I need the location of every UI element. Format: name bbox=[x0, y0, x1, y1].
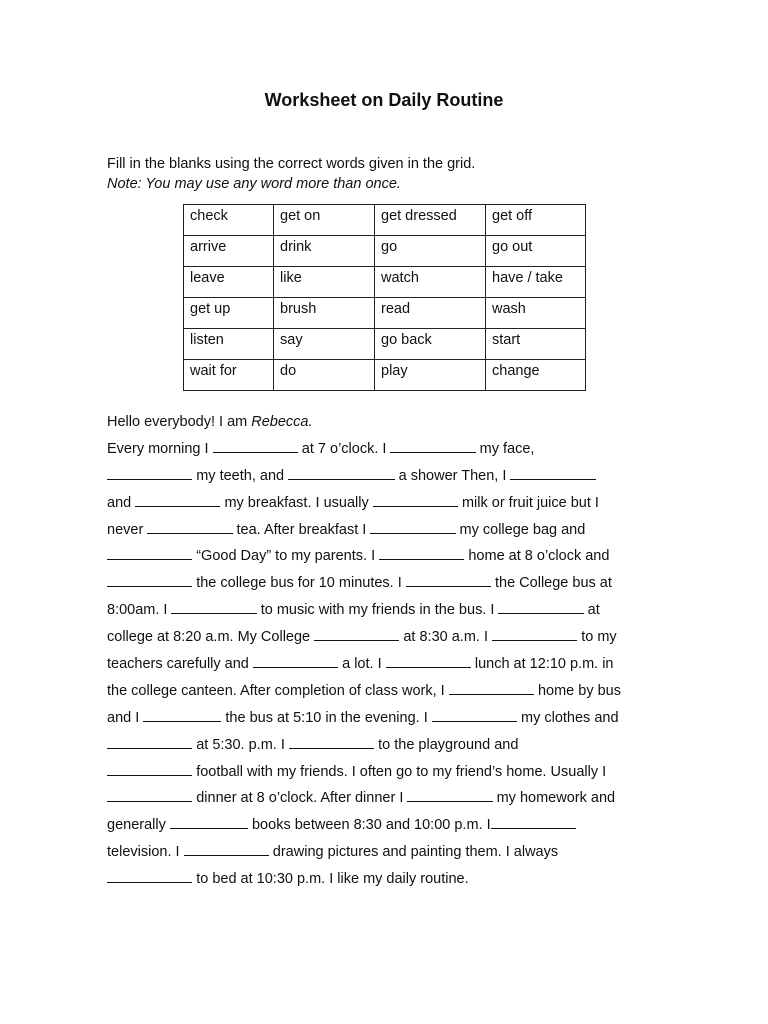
passage-text: dinner at 8 o’clock. After dinner I bbox=[192, 790, 408, 807]
grid-cell: get on bbox=[274, 205, 375, 236]
grid-cell: go back bbox=[375, 329, 486, 360]
passage-text: tea. After breakfast I bbox=[232, 521, 371, 538]
grid-row bbox=[184, 360, 586, 391]
answer-blank[interactable] bbox=[386, 653, 471, 668]
passage-text: home by bus bbox=[533, 682, 621, 699]
grid-cell: like bbox=[274, 267, 375, 298]
grid-row bbox=[184, 298, 586, 329]
passage-line bbox=[107, 705, 677, 732]
passage-text: my breakfast. I usually bbox=[220, 494, 373, 511]
grid-cell: get off bbox=[486, 205, 586, 236]
passage-text: to my bbox=[577, 629, 617, 646]
answer-blank[interactable] bbox=[107, 787, 192, 802]
answer-blank[interactable] bbox=[107, 572, 192, 587]
grid-cell: brush bbox=[274, 298, 375, 329]
grid-cell: play bbox=[375, 360, 486, 391]
speaker-name: Rebecca. bbox=[251, 414, 313, 430]
passage-line bbox=[107, 651, 677, 678]
grid-cell: wait for bbox=[184, 360, 274, 391]
passage-text: 8:00am. I bbox=[107, 602, 172, 619]
passage-text: milk or fruit juice but I bbox=[457, 494, 599, 511]
passage-text: home at 8 o’clock and bbox=[464, 548, 610, 565]
passage-text: never bbox=[107, 521, 148, 538]
passage-text: and I bbox=[107, 709, 144, 726]
grid-row bbox=[184, 205, 586, 236]
passage-text: drawing pictures and painting them. I always bbox=[268, 844, 559, 861]
answer-blank[interactable] bbox=[184, 841, 269, 856]
answer-blank[interactable] bbox=[107, 734, 192, 749]
answer-blank[interactable] bbox=[253, 653, 338, 668]
answer-blank[interactable] bbox=[135, 492, 220, 507]
passage-text: television. I bbox=[107, 844, 184, 861]
grid-cell: do bbox=[274, 360, 375, 391]
answer-blank[interactable] bbox=[147, 519, 232, 534]
grid-row bbox=[184, 267, 586, 298]
greeting-text: Hello everybody! I am bbox=[107, 414, 252, 430]
word-grid bbox=[183, 204, 586, 391]
answer-blank[interactable] bbox=[370, 519, 455, 534]
grid-cell: wash bbox=[486, 298, 586, 329]
passage-line bbox=[107, 759, 677, 786]
grid-cell: change bbox=[486, 360, 586, 391]
answer-blank[interactable] bbox=[289, 734, 374, 749]
answer-blank[interactable] bbox=[498, 599, 583, 614]
passage-text: to music with my friends in the bus. I bbox=[256, 602, 499, 619]
passage-line bbox=[107, 490, 677, 517]
answer-blank[interactable] bbox=[107, 465, 192, 480]
answer-blank[interactable] bbox=[432, 707, 517, 722]
answer-blank[interactable] bbox=[373, 492, 458, 507]
passage-line bbox=[107, 732, 677, 759]
greeting-line bbox=[107, 409, 677, 436]
grid-cell: start bbox=[486, 329, 586, 360]
passage-text: my college bag and bbox=[455, 521, 586, 538]
answer-blank[interactable] bbox=[288, 465, 395, 480]
passage-text: to the playground and bbox=[374, 736, 519, 753]
passage-text: at 8:30 a.m. I bbox=[399, 629, 493, 646]
passage-line bbox=[107, 785, 677, 812]
passage-text: Every morning I bbox=[107, 440, 213, 457]
passage-line bbox=[107, 570, 677, 597]
passage-line bbox=[107, 678, 677, 705]
passage-text: “Good Day” to my parents. I bbox=[192, 548, 380, 565]
answer-blank[interactable] bbox=[492, 626, 577, 641]
answer-blank[interactable] bbox=[390, 438, 475, 453]
answer-blank[interactable] bbox=[491, 814, 576, 829]
passage-text: a lot. I bbox=[338, 656, 386, 673]
answer-blank[interactable] bbox=[107, 868, 192, 883]
passage-text: my homework and bbox=[492, 790, 616, 807]
grid-row bbox=[184, 329, 586, 360]
passage-line bbox=[107, 436, 677, 463]
passage-line bbox=[107, 463, 677, 490]
passage-text: teachers carefully and bbox=[107, 656, 253, 673]
answer-blank[interactable] bbox=[510, 465, 595, 480]
grid-cell: have / take bbox=[486, 267, 586, 298]
passage-text: at 5:30. p.m. I bbox=[192, 736, 289, 753]
passage-text: college at 8:20 a.m. My College bbox=[107, 629, 315, 646]
passage-text: a shower Then, I bbox=[394, 467, 511, 484]
passage-line bbox=[107, 597, 677, 624]
grid-cell: listen bbox=[184, 329, 274, 360]
answer-blank[interactable] bbox=[449, 680, 534, 695]
grid-cell: arrive bbox=[184, 236, 274, 267]
passage-text: the college canteen. After completion of class work, I bbox=[107, 682, 449, 699]
instruction-note: Note: You may use any word more than once. bbox=[107, 176, 401, 192]
answer-blank[interactable] bbox=[379, 545, 464, 560]
passage-line bbox=[107, 543, 677, 570]
answer-blank[interactable] bbox=[171, 599, 256, 614]
passage-text: my face, bbox=[475, 440, 535, 457]
passage-text: and bbox=[107, 494, 136, 511]
passage-text: to bed at 10:30 p.m. I like my daily routine. bbox=[192, 871, 469, 888]
grid-cell: get dressed bbox=[375, 205, 486, 236]
instructions bbox=[107, 154, 475, 194]
grid-cell: go out bbox=[486, 236, 586, 267]
grid-cell: go bbox=[375, 236, 486, 267]
passage-text: the college bus for 10 minutes. I bbox=[192, 575, 406, 592]
passage-text: lunch at 12:10 p.m. in bbox=[470, 656, 614, 673]
grid-cell: say bbox=[274, 329, 375, 360]
passage-text: my clothes and bbox=[516, 709, 619, 726]
passage-text: the bus at 5:10 in the evening. I bbox=[221, 709, 432, 726]
passage-line bbox=[107, 517, 677, 544]
passage-text: at bbox=[583, 602, 600, 619]
answer-blank[interactable] bbox=[314, 626, 399, 641]
answer-blank[interactable] bbox=[143, 707, 221, 722]
answer-blank[interactable] bbox=[406, 572, 491, 587]
answer-blank[interactable] bbox=[107, 545, 192, 560]
passage-line bbox=[107, 812, 677, 839]
passage-text: football with my friends. I often go to my friend’s home. Usually I bbox=[192, 763, 607, 780]
grid-cell: drink bbox=[274, 236, 375, 267]
passage-text: the College bus at bbox=[490, 575, 612, 592]
instruction-text: Fill in the blanks using the correct words given in the grid. bbox=[107, 156, 476, 172]
passage-text: my teeth, and bbox=[192, 467, 289, 484]
passage-line bbox=[107, 624, 677, 651]
answer-blank[interactable] bbox=[107, 761, 192, 776]
worksheet-title: Worksheet on Daily Routine bbox=[264, 90, 504, 110]
answer-blank[interactable] bbox=[170, 814, 248, 829]
answer-blank[interactable] bbox=[407, 787, 492, 802]
passage-text: books between 8:30 and 10:00 p.m. I bbox=[247, 817, 491, 834]
passage bbox=[107, 409, 677, 893]
answer-blank[interactable] bbox=[213, 438, 298, 453]
grid-cell: check bbox=[184, 205, 274, 236]
passage-line bbox=[107, 839, 677, 866]
grid-cell: get up bbox=[184, 298, 274, 329]
passage-text: at 7 o’clock. I bbox=[297, 440, 391, 457]
grid-cell: leave bbox=[184, 267, 274, 298]
grid-cell: watch bbox=[375, 267, 486, 298]
grid-row bbox=[184, 236, 586, 267]
passage-text: generally bbox=[107, 817, 170, 834]
grid-cell: read bbox=[375, 298, 486, 329]
passage-line bbox=[107, 866, 677, 893]
